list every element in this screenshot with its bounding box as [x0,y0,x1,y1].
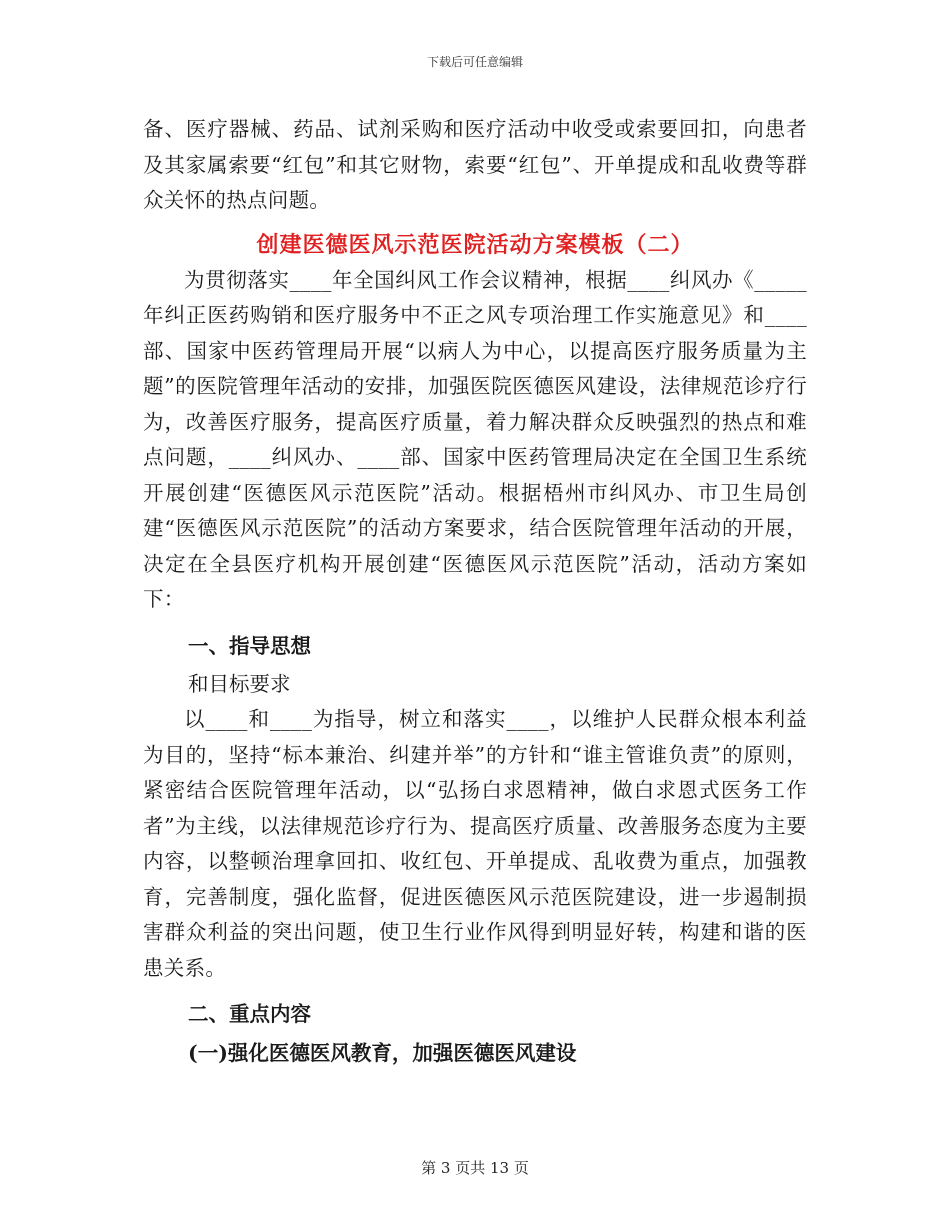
main-paragraph: 为贯彻落实____年全国纠风工作会议精神，根据____纠风办《_____年纠正医药购销和医疗服务中不正之风专项治理工作实施意见》和____部、国家中医药管理局开展“以病人为中心，以提高医疗服务质量为主题”的医院管理年活动的安排，加强医院医德医风建设，法律规范诊疗行为，改善医疗服务，提高医疗质量，着力解决群众反映强烈的热点和难点问题，____纠风办、____部、国家中医药管理局决定在全国卫生系统开展创建“医德医风示范医院”活动。根据梧州市纠风办、市卫生局创建“医德医风示范医院”的活动方案要求，结合医院管理年活动的开展，决定在全县医疗机构开展创建“医德医风示范医院”活动，活动方案如下： [143,267,807,611]
guiding-paragraph: 以____和____为指导，树立和落实____，以维护人民群众根本利益为目的，坚持“标本兼治、纠建并举”的方针和“谁主管谁负责”的原则，紧密结合医院管理年活动，以“弘扬白求恩精神，做白求恩式医务工作者”为主线，以法律规范诊疗行为、提高医疗质量、改善服务态度为主要内容，以整顿治理拿回扣、收红包、开单提成、乱收费为重点，加强教育，完善制度，强化监督，促进医德医风示范医院建设，进一步遏制损害群众利益的突出问题，使卫生行业作风得到明显好转，构建和谐的医患关系。 [143,707,807,980]
page-number: 第 3 页共 13 页 [421,1159,529,1177]
document-body [143,112,807,1074]
intro-paragraph: 备、医疗器械、药品、试剂采购和医疗活动中收受或索要回扣，向患者及其家属索要“红包”和其它财物，索要“红包”、开单提成和乱收费等群众关怀的热点问题。 [143,117,807,212]
subsection-heading-ethics-education: (一)强化医德医风教育，加强医德医风建设 [188,1041,577,1065]
section-heading-key-content: 二、重点内容 [188,1002,311,1026]
document-title: 创建医德医风示范医院活动方案模板（二） [256,231,694,258]
section-subheading-goals: 和目标要求 [188,671,291,696]
page-header-note: 下载后可任意编辑 [426,55,523,69]
section-heading-guiding-thought: 一、指导思想 [188,633,311,658]
